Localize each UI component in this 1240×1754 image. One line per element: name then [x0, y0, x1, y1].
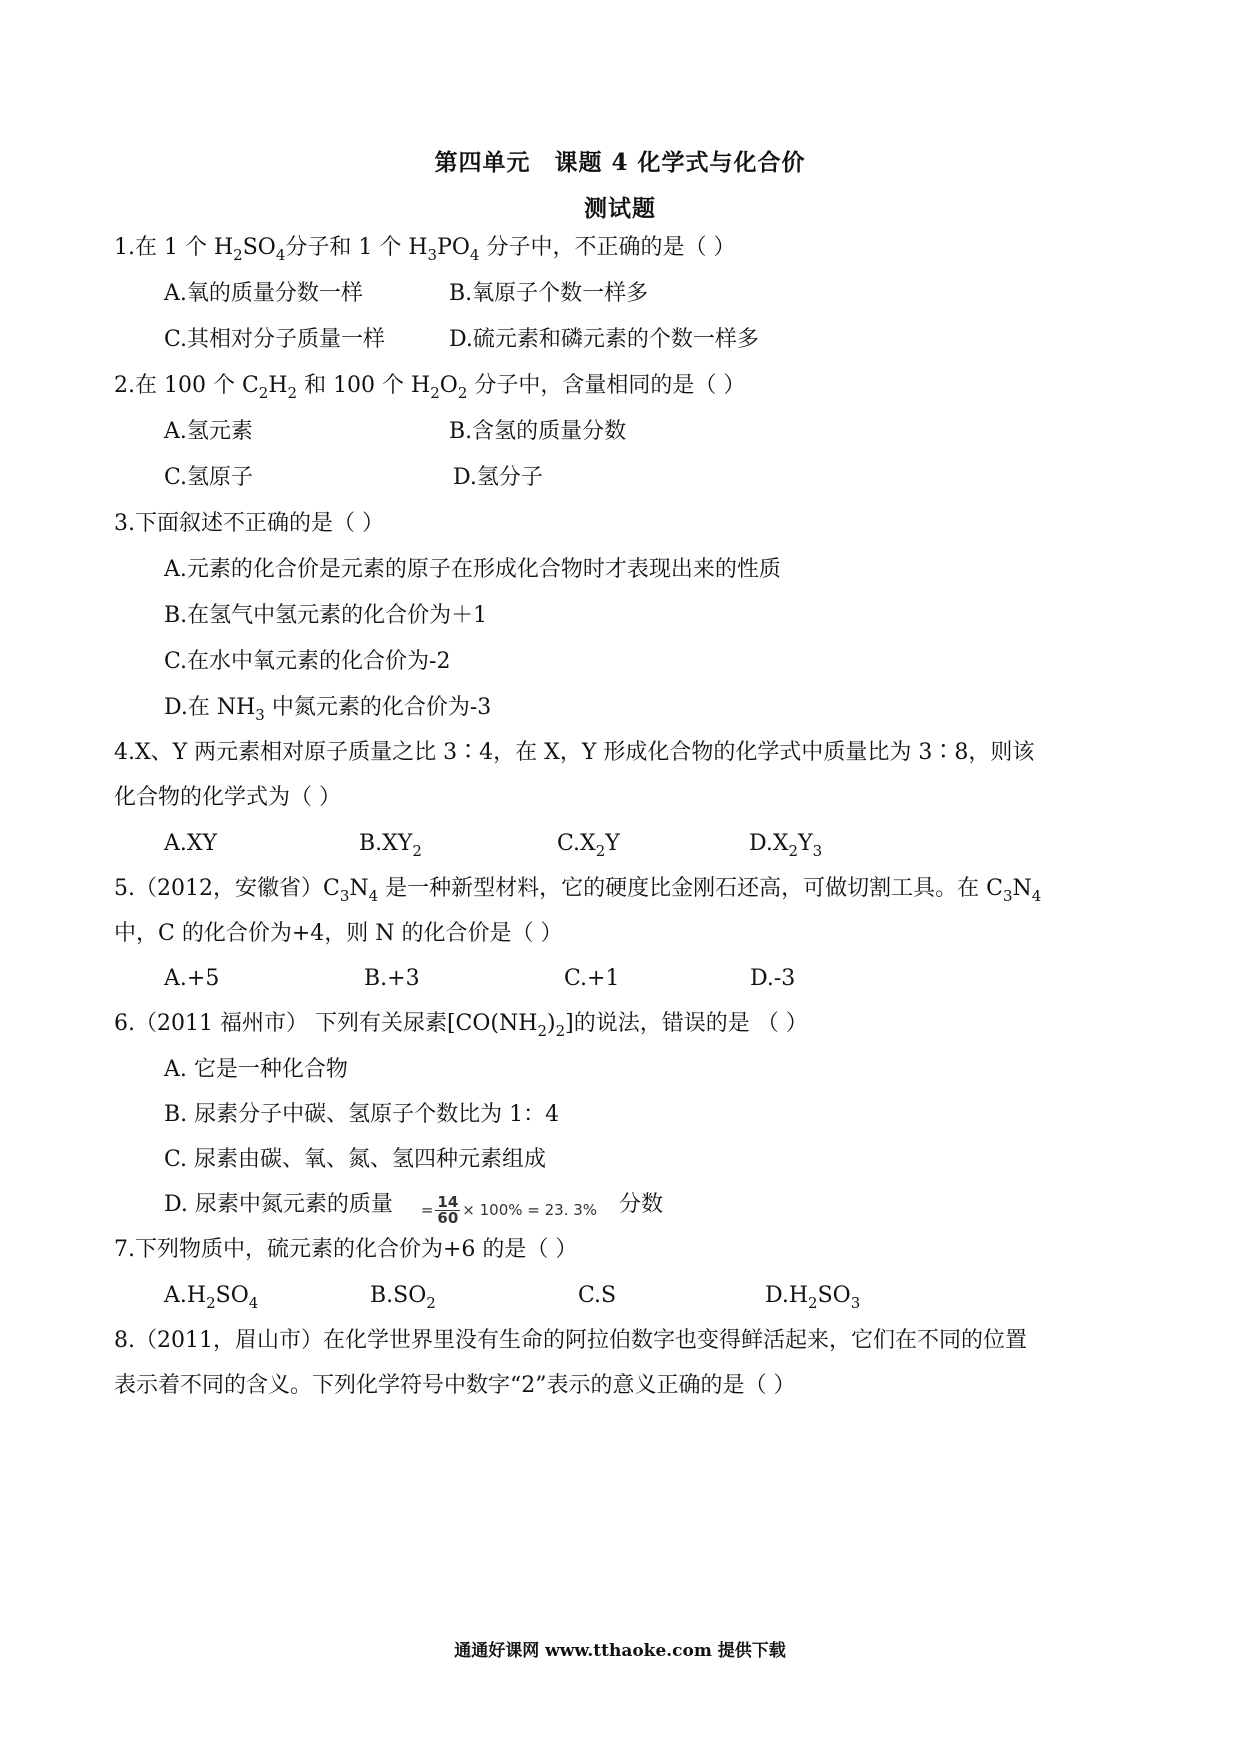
question-4-stem-line-1: 4.X、Y 两元素相对原子质量之比 3∶4，在 X，Y 形成化合物的化学式中质量比为 3∶8，则该	[114, 740, 1035, 765]
document-title: 第四单元 课题 4 化学式与化合价	[434, 149, 806, 176]
question-1-stem: 1.在 1 个 $H_2SO_4$分子和 1 个 $H_3PO_4$ 分子中，不正确的是（ ）	[114, 235, 736, 264]
question-2-option-b: B.含氢的质量分数	[449, 419, 627, 444]
question-7-option-c: C.S	[578, 1283, 617, 1308]
question-7-option-a: $A.H_2SO_4$	[164, 1283, 259, 1312]
question-2-stem: 2.在 100 个 $C_2H_2$ 和 100 个 $H_2O_2$ 分子中，含量相同的是（ ）	[114, 373, 746, 402]
question-5-option-c: C.+1	[564, 966, 620, 991]
question-8-stem-line-2: 表示着不同的含义。下列化学符号中数字“2”表示的意义正确的是（ ）	[114, 1373, 796, 1398]
question-7-option-d: $D.H_2SO_3$	[765, 1283, 861, 1312]
question-4-option-d: $D.X_2Y_3$	[749, 831, 823, 860]
question-5-option-b: B.+3	[364, 966, 420, 991]
question-6-stem: 6.（2011 福州市） 下列有关尿素$[CO(NH_2)_2]$的说法，错误的是 （ ）	[114, 1011, 808, 1040]
question-3-option-a: A.元素的化合价是元素的原子在形成化合物时才表现出来的性质	[164, 557, 781, 582]
question-5-stem-line-1: 5.（2012，安徽省）$C_3N_4$ 是一种新型材料，它的硬度比金刚石还高，可做切割工具。在 $C_3N_4$	[114, 876, 1042, 905]
formula-numerator: 14	[437, 1193, 459, 1211]
question-1-option-c: C.其相对分子质量一样	[164, 327, 386, 352]
question-7-option-b: $B.SO_2$	[370, 1283, 436, 1312]
page-footer: 通通好课网 www.tthaoke.com 提供下载	[454, 1641, 786, 1661]
question-7-stem: 7.下列物质中，硫元素的化合价为+6 的是（ ）	[114, 1237, 578, 1262]
question-3-stem: 3.下面叙述不正确的是（ ）	[114, 511, 384, 536]
question-3-option-b: B.在氢气中氢元素的化合价为＋1	[164, 603, 488, 628]
question-5-stem-line-2: 中，C 的化合价为+4，则 N 的化合价是（ ）	[114, 921, 563, 946]
question-4-option-c: $C.X_2Y$	[557, 831, 620, 860]
question-4-option-b: $B.XY_2$	[359, 831, 422, 860]
question-5-option-d: D.-3	[750, 966, 796, 991]
question-6-option-b: B. 尿素分子中碳、氢原子个数比为 1：4	[164, 1102, 560, 1127]
question-2-option-c: C.氢原子	[164, 465, 254, 490]
question-2-option-a: A.氢元素	[164, 419, 253, 444]
question-1-option-b: B.氧原子个数一样多	[449, 281, 649, 306]
question-4-option-a: A.XY	[164, 831, 218, 856]
question-4-stem-line-2: 化合物的化学式为（ ）	[114, 785, 341, 810]
question-6-option-a: A. 它是一种化合物	[164, 1057, 348, 1082]
document-subtitle: 测试题	[584, 195, 656, 222]
question-6-option-c: C. 尿素由碳、氧、氮、氢四种元素组成	[164, 1147, 547, 1172]
question-1-option-a: A.氧的质量分数一样	[164, 281, 363, 306]
question-5-option-a: A.+5	[164, 966, 220, 991]
question-2-option-d: D.氢分子	[453, 465, 543, 490]
question-3-option-c: C.在水中氧元素的化合价为-2	[164, 649, 451, 674]
nitrogen-fraction-formula: = $\frac{14}{60}$ × 100% = 23. 3%	[420, 1193, 598, 1227]
question-6-option-d: D. 尿素中氮元素的质量 = $\frac{14}{60}$ × 100% = 23. 3% 分数	[164, 1192, 664, 1227]
question-8-stem-line-1: 8.（2011，眉山市）在化学世界里没有生命的阿拉伯数字也变得鲜活起来，它们在不同的位置	[114, 1328, 1027, 1353]
formula-denominator: 60	[437, 1209, 459, 1227]
question-3-option-d: D.在 $NH_3$ 中氮元素的化合价为-3	[164, 695, 492, 724]
question-1-option-d: D.硫元素和磷元素的个数一样多	[449, 327, 759, 352]
